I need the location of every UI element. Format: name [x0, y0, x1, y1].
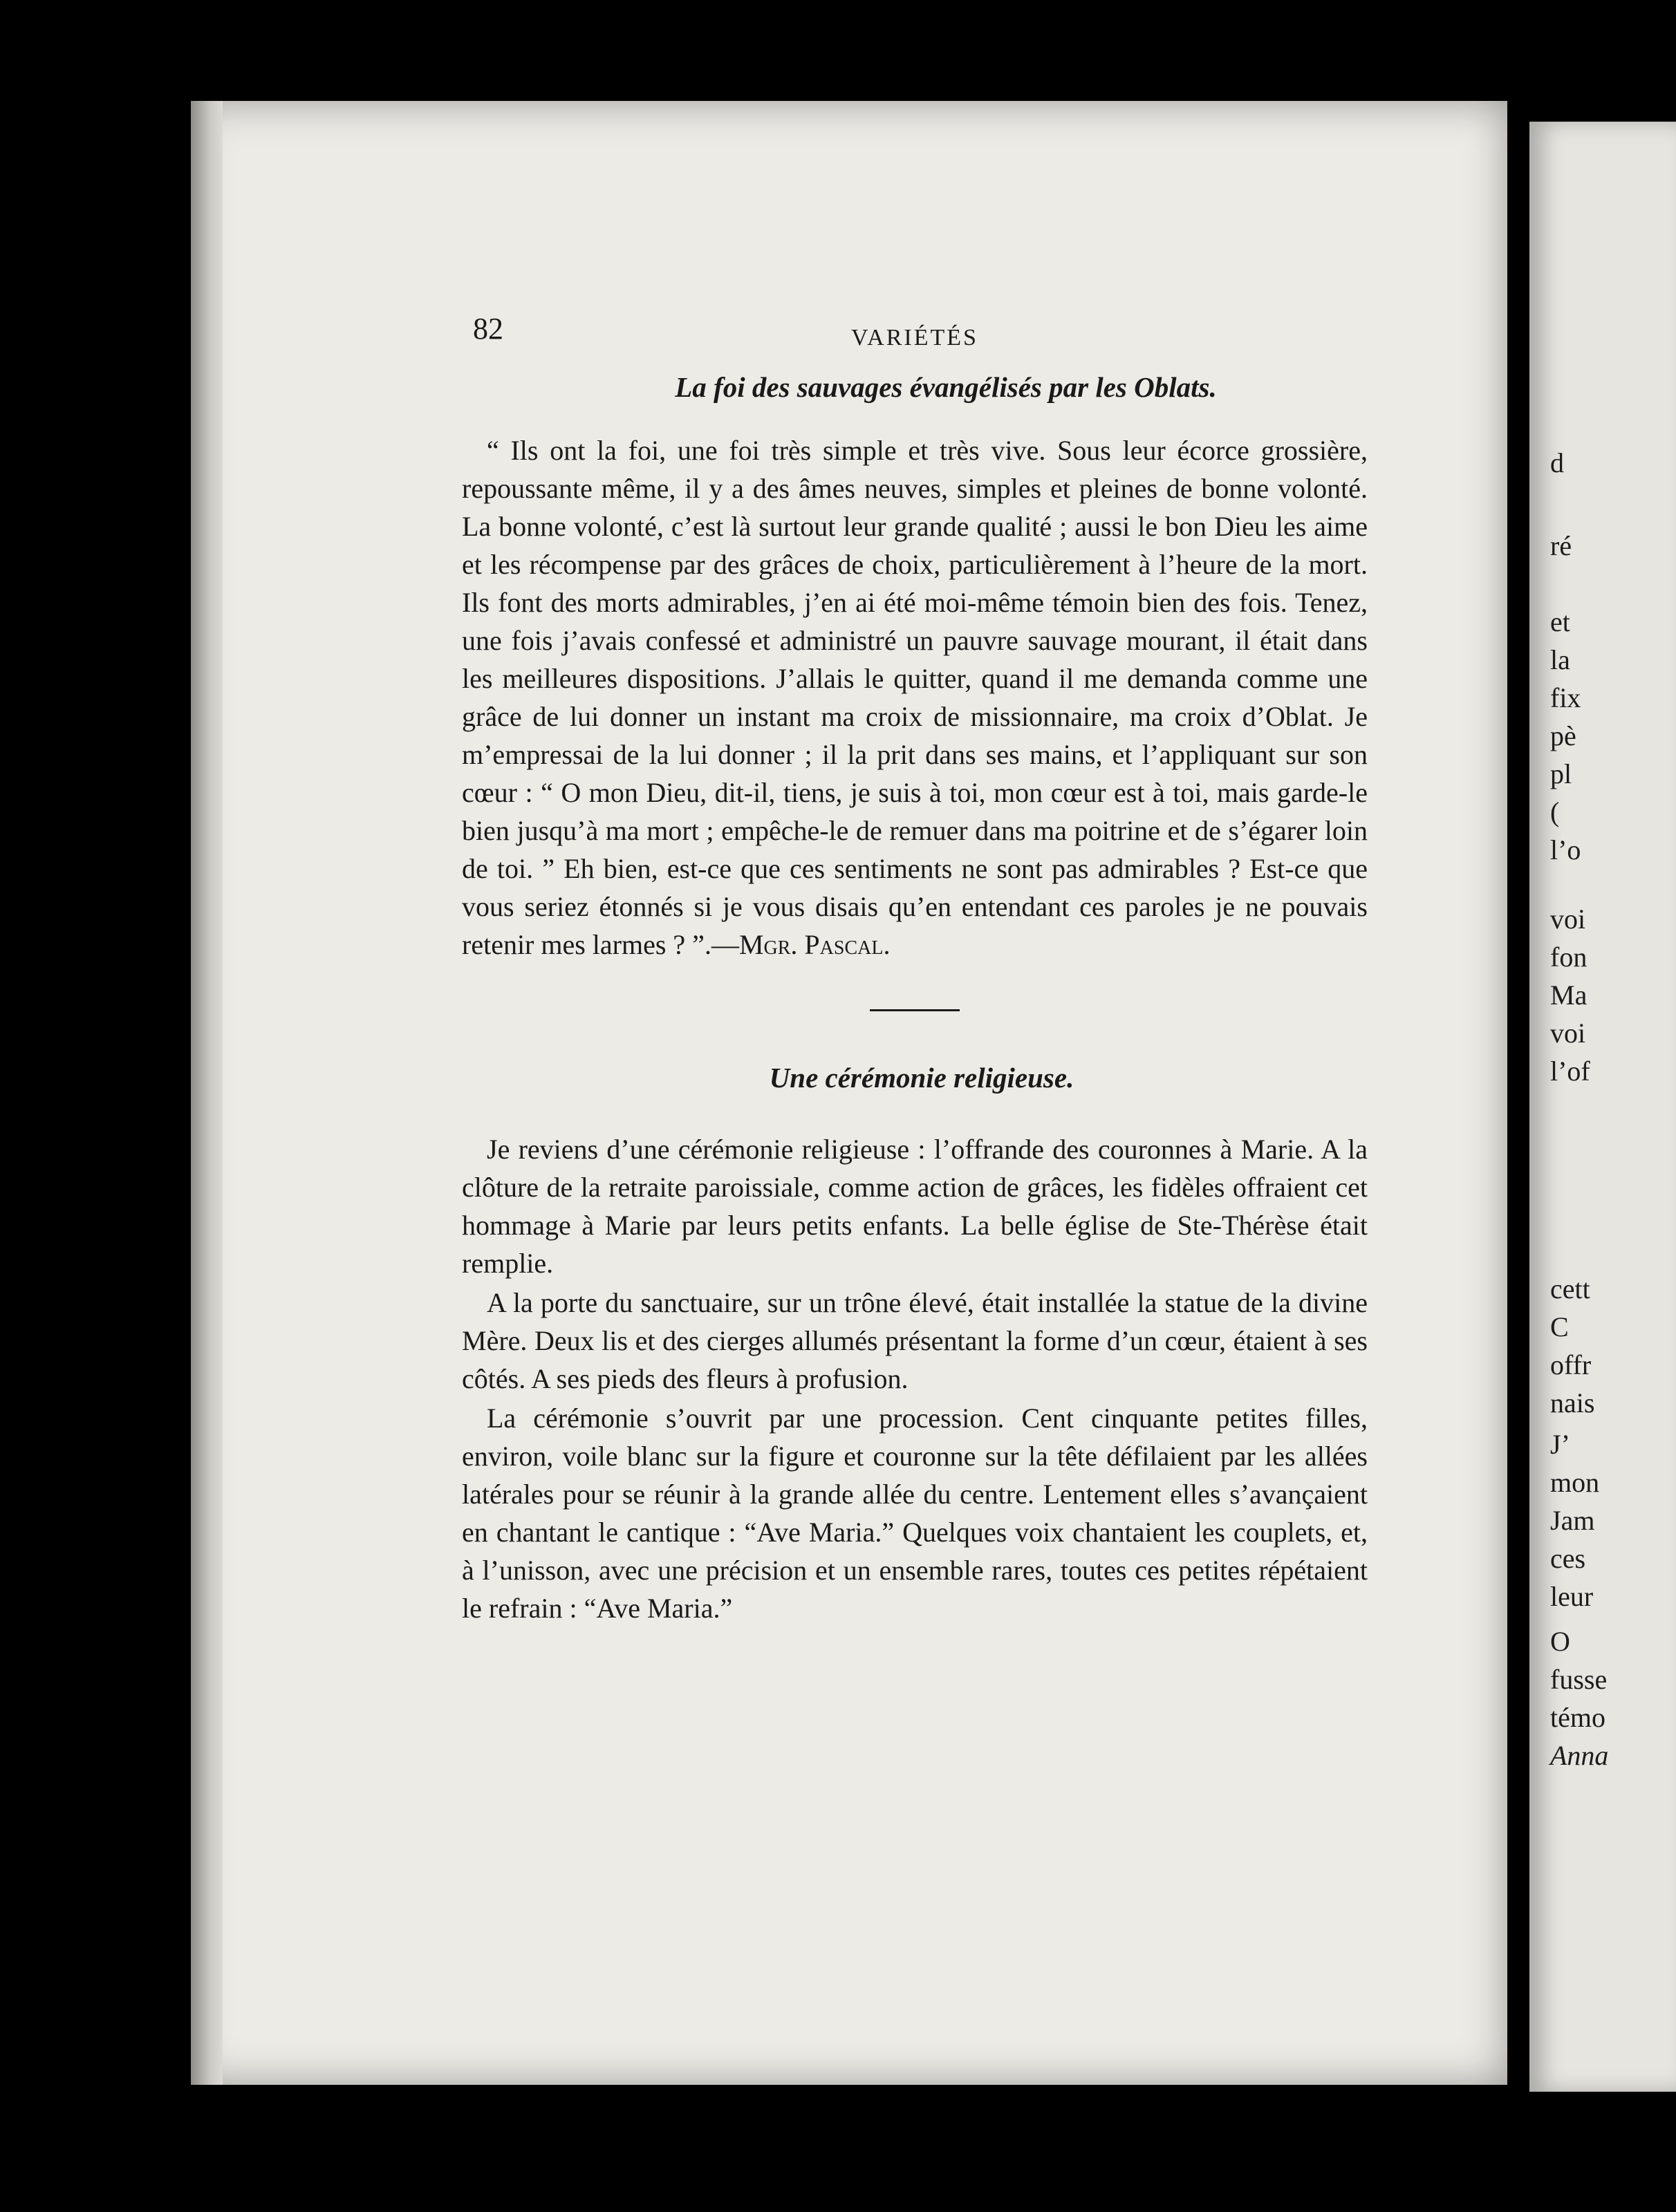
- section-title-faith: La foi des sauvages évangélisés par les Oblats.: [675, 371, 1217, 403]
- facing-line: J’: [1550, 1429, 1570, 1460]
- running-title: VARIÉTÉS: [851, 325, 978, 350]
- facing-line: Anna: [1550, 1740, 1609, 1771]
- facing-line: l’of: [1550, 1056, 1590, 1087]
- facing-line: Ma: [1550, 980, 1587, 1011]
- facing-line: la: [1550, 644, 1570, 675]
- facing-line: (: [1550, 796, 1560, 827]
- ceremony-paragraph: A la porte du sanctuaire, sur un trône élevé, était installée la statue de la divine Mère. Deux lis et des cierges allumés présentant la forme d’un cœur, étaient à ses côtés. A ses pieds des fleurs à profusion.: [462, 1287, 1368, 1394]
- facing-line: offr: [1550, 1349, 1592, 1380]
- facing-line: Jam: [1550, 1505, 1595, 1536]
- quote-paragraph: [462, 431, 1368, 964]
- quote-text: “ Ils ont la foi, une foi très simple et très vive. Sous leur écorce grossière, repoussante même, il y a des âmes neuves, simples et pleines de bonne volonté. La bonne volonté, c’est là surtout leur grande qualité ; aussi le bon Dieu les aime et les récompense par des grâces de choix, particulièrement à l’heure de la mort. Ils font des morts admirables, j’en ai été moi-même témoin bien des fois. Tenez, une fois j’avais confessé et administré un pauvre sauvage mourant, il était dans les meilleures dispositions. J’allais le quitter, quand il me demanda comme une grâce de lui donner un instant ma croix de missionnaire, ma croix d’Oblat. Je m’empressai de la lui donner ; il la prit dans ses mains, et l’appliquant sur son cœur : “ O mon Dieu, dit-il, tiens, je suis à toi, mon cœur est à toi, mais garde-le bien jusqu’à ma mort ; empêche-le de remuer dans ma poitrine et de s’égarer loin de toi. ” Eh bien, est-ce que ces sentiments ne sont pas admirables ? Est-ce que vous seriez étonnés si je vous disais qu’en entendant ces paroles je ne pouvais retenir mes larmes ? ”.—: [462, 435, 1368, 960]
- facing-line: nais: [1550, 1387, 1595, 1418]
- facing-line: voi: [1550, 1018, 1586, 1049]
- facing-line: mon: [1550, 1467, 1600, 1498]
- facing-line: cett: [1550, 1273, 1590, 1304]
- facing-page-fragment: [1529, 122, 1676, 2092]
- facing-line: fusse: [1550, 1664, 1608, 1695]
- facing-line: ré: [1550, 530, 1572, 561]
- facing-line: O: [1550, 1626, 1570, 1657]
- running-header: [462, 311, 1368, 366]
- facing-line: d: [1550, 447, 1564, 478]
- facing-line: pl: [1550, 758, 1572, 789]
- facing-line: C: [1550, 1311, 1569, 1342]
- section-divider: [870, 1009, 960, 1011]
- page-content: [462, 311, 1368, 1627]
- facing-line: pè: [1550, 720, 1576, 751]
- page-gutter-edge: [191, 101, 223, 2085]
- facing-line: l’o: [1550, 834, 1581, 865]
- facing-line: ces: [1550, 1543, 1586, 1574]
- ceremony-paragraph: La cérémonie s’ouvrit par une procession. Cent cinquante petites filles, environ, voile blanc sur la figure et couronne sur la tête défilaient par les allées latérales pour se réunir à la grande allée du centre. Lentement elles s’avançaient en chantant le cantique : “Ave Maria.” Quelques voix chantaient les couplets, et, à l’unisson, avec une précision et un ensemble rares, toutes ces petites répétaient le refrain : “Ave Maria.”: [462, 1403, 1368, 1624]
- quote-signature: Mgr. Pascal.: [738, 929, 891, 960]
- ceremony-paragraph: Je reviens d’une cérémonie religieuse : l’offrande des couronnes à Marie. A la clôture de la retraite paroissiale, comme action de grâces, les fidèles offraient cet hommage à Marie par leurs petits enfants. La belle église de Ste-Thérèse était remplie.: [462, 1134, 1368, 1279]
- facing-line: voi: [1550, 903, 1586, 935]
- facing-line: fon: [1550, 941, 1587, 973]
- facing-line: et: [1550, 606, 1570, 637]
- facing-line: fix: [1550, 682, 1581, 713]
- page-number: 82: [473, 312, 503, 346]
- facing-line: témo: [1550, 1702, 1605, 1733]
- section-title-ceremony: Une cérémonie religieuse.: [769, 1062, 1074, 1094]
- facing-line: leur: [1550, 1581, 1594, 1612]
